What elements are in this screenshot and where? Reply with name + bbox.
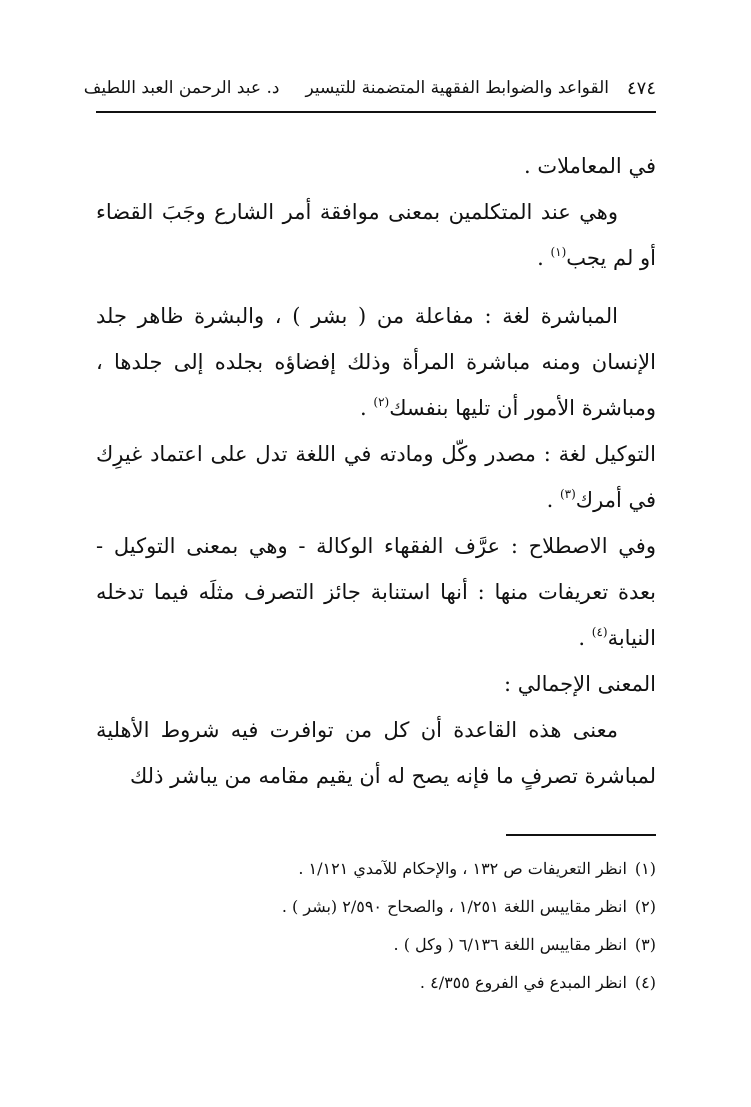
footnote-number: (٢) bbox=[634, 897, 656, 916]
paragraph-3-text: المباشرة لغة : مفاعلة من ( بشر ) ، والبشرة ظاهر جلد الإنسان ومنه مباشرة المرأة وذلك إفضاؤه بجلده إلى جلدها ، ومباشرة الأمور أن تليها بنفسك bbox=[96, 304, 656, 420]
paragraph-4-end: . bbox=[546, 488, 560, 512]
footnote-number: (٤) bbox=[634, 973, 656, 992]
footnote-number: (٣) bbox=[634, 935, 656, 954]
book-title: القواعد والضوابط الفقهية المتضمنة للتيسير bbox=[305, 78, 609, 98]
footnote-text: انظر المبدع في الفروع ٤/٣٥٥ . bbox=[419, 973, 627, 992]
paragraph-2 bbox=[96, 189, 656, 281]
footnote-1 bbox=[96, 850, 656, 888]
paragraph-2-end: . bbox=[537, 246, 551, 270]
footnote-text: انظر مقاييس اللغة ٦/١٣٦ ( وكل ) . bbox=[393, 935, 627, 954]
footnote-ref-1: (١) bbox=[550, 245, 567, 259]
footnote-ref-4: (٤) bbox=[591, 625, 608, 639]
footnote-2 bbox=[96, 888, 656, 926]
header-divider bbox=[96, 111, 656, 113]
footnote-ref-2: (٢) bbox=[373, 395, 390, 409]
paragraph-2-text: وهي عند المتكلمين بمعنى موافقة أمر الشارع وجَبَ القضاء أو لم يجب bbox=[96, 200, 656, 270]
page-number: ٤٧٤ bbox=[626, 77, 656, 99]
footnotes bbox=[96, 850, 656, 1002]
footnote-divider bbox=[506, 834, 656, 836]
footnote-text: انظر التعريفات ص ١٣٢ ، والإحكام للآمدي ١/١٢١ . bbox=[298, 859, 627, 878]
footnote-3 bbox=[96, 926, 656, 964]
paragraph-3-end: . bbox=[360, 396, 374, 420]
running-header bbox=[83, 70, 656, 106]
paragraph-5 bbox=[96, 523, 656, 661]
paragraph-3 bbox=[96, 293, 656, 431]
paragraph-6: معنى هذه القاعدة أن كل من توافرت فيه شروط الأهلية لمباشرة تصرفٍ ما فإنه يصح له أن يقيم مقامه من يباشر ذلك bbox=[96, 718, 656, 788]
paragraph-5-text: وفي الاصطلاح : عرَّف الفقهاء الوكالة - وهي بمعنى التوكيل - بعدة تعريفات منها : أنها استنابة جائز التصرف مثلَه فيما تدخله النيابة bbox=[96, 534, 656, 650]
footnote-4 bbox=[96, 964, 656, 1002]
paragraph-4-text: التوكيل لغة : مصدر وكّل ومادته في اللغة تدل على اعتماد غيرِك في أمرك bbox=[96, 442, 656, 512]
footnote-number: (١) bbox=[634, 859, 656, 878]
paragraph-5-end: . bbox=[578, 626, 592, 650]
footnote-ref-3: (٣) bbox=[559, 487, 576, 501]
main-text bbox=[96, 143, 656, 799]
footnote-text: انظر مقاييس اللغة ١/٢٥١ ، والصحاح ٢/٥٩٠ (بشر ) . bbox=[281, 897, 627, 916]
section-heading: المعنى الإجمالي : bbox=[503, 672, 656, 696]
author-name: د. عبد الرحمن العبد اللطيف bbox=[83, 78, 280, 98]
paragraph-4 bbox=[96, 431, 656, 523]
paragraph-1: في المعاملات . bbox=[523, 154, 656, 178]
